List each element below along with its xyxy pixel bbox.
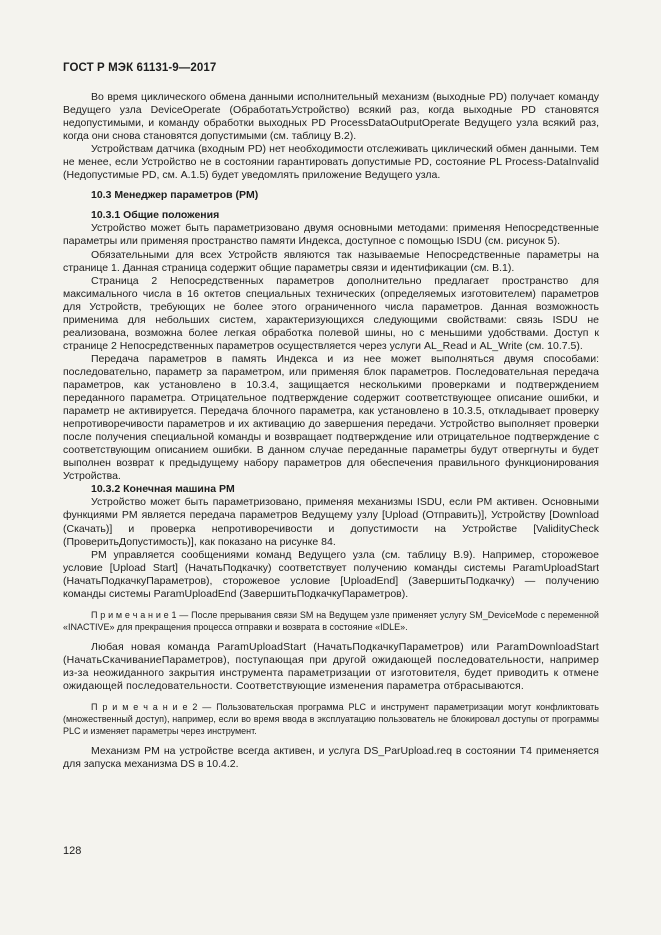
paragraph: Устройство может быть параметризовано двумя основными методами: применяя Непосредственные параметры или применяя пространство памяти Индекса, доступное с помощью ISDU (см. рисунок 5). — [63, 222, 599, 248]
note-label: П р и м е ч а н и е — [91, 701, 188, 712]
paragraph: Передача параметров в память Индекса и из нее может выполняться двумя способами: последовательно, параметр за параметром, или применяя блок параметров. Последовательная передача параметров, как установлено в 10.3.4, защищается несколькими проверками и подтверждением переданного параметра. Отрицательное подтверждение содержит соответствующее описание ошибки, и параметр не активируется. Передача блочного параметра, как установлено в 10.3.5, откладывает проверку непротиворечивости параметров и их активацию до завершения передачи. Устройство выполняет проверки после получения специальной команды и возвращает подтверждение или отрицательное подтверждение с соответствующим описанием ошибки. В данном случае переданные параметры будут отвергнуты и будет выполнен возврат к предыдущему набору параметров для обеспечения правильного функционирования Устройства. — [63, 352, 599, 483]
section-heading: 10.3 Менеджер параметров (PM) — [91, 189, 259, 202]
note-text: 2 — Пользовательская программа PLC и инструмент параметризации могут конфликтовать (множественный доступ), например, если во время ввода в эксплуатацию пользователь не блокировал доступы от программы PLC и изменяет параметры через инструмент. — [63, 701, 599, 736]
paragraph: Страница 2 Непосредственных параметров дополнительно предлагает пространство для максимального числа в 16 октетов специальных технических (определяемых изготовителем) параметров для Устройств, требующих не более этого ограниченного числа параметров. Данная возможность применима для небольших систем, характеризующихся следующими свойствами: связь ISDU не реализована, возможна более легкая обработка полевой шины, но с меньшими удобствами. Доступ к странице 2 Непосредственных параметров осуществляется через услуги AL_Read и AL_Write (см. 10.7.5). — [63, 274, 599, 352]
subsection-heading: 10.3.1 Общие положения — [91, 209, 220, 222]
note-2 — [63, 701, 599, 737]
paragraph: Во время циклического обмена данными исполнительный механизм (выходные PD) получает команду Ведущего узла DeviceOperate (ОбработатьУстройство) всякий раз, когда выходные PD становятся недопустимыми, и команду обработки выходных PD ProcessDataOutputOperate Ведущего узла всякий раз, когда они снова становятся допустимыми (см. таблицу В.2). — [63, 91, 599, 143]
paragraph: PM управляется сообщениями команд Ведущего узла (см. таблицу В.9). Например, сторожевое условие [Upload Start] (НачатьПодкачку) соответствует получению команды системы ParamUploadStart (НачатьПодкачкуПараметров), сторожевое условие [UploadEnd] (ЗавершитьПодкачку) — получению команды системы ParamUploadEnd (ЗавершитьПодкачкуПараметров). — [63, 548, 599, 600]
page-number: 128 — [63, 845, 82, 857]
paragraph: Устройствам датчика (входным PD) нет необходимости отслеживать циклический обмен данными. Тем не менее, если Устройство не в состоянии гарантировать допустимые PD, состояние PL Process-DataInvalid (Недопустимые PD, см. А.1.5) будет уведомлять приложение Ведущего узла. — [63, 143, 599, 182]
paragraph: Обязательными для всех Устройств являются так называемые Непосредственные параметры на странице 1. Данная страница содержит общие параметры связи и идентификации (см. В.1). — [63, 248, 599, 274]
paragraph: Устройство может быть параметризовано, применяя механизмы ISDU, если PM активен. Основными функциями PM является передача параметров Ведущему узлу [Upload (Отправить)], Устройству [Download (Скачать)] и проверка непротиворечивости и допустимости на Устройстве [ValidityCheck (ПроверитьДопустимость)], как показано на рисунке 84. — [63, 496, 599, 548]
paragraph: Любая новая команда ParamUploadStart (НачатьПодкачкуПараметров) или ParamDownloadStart (НачатьСкачиваниеПараметров), поступающая при другой ожидающей последовательности, например из-за неожиданного закрытия инструмента параметризации от изготовителя, будет приводить к отмене ожидающей последовательности. Соответствующие изменения параметра отбрасываются. — [63, 640, 599, 692]
paragraph: Механизм PM на устройстве всегда активен, и услуга DS_ParUpload.req в состоянии T4 применяется для запуска механизма DS в 10.4.2. — [63, 744, 599, 771]
note-label: П р и м е ч а н и е — [91, 609, 169, 620]
page-header: ГОСТ Р МЭК 61131-9—2017 — [63, 62, 217, 74]
page-content — [63, 91, 599, 771]
subsection-heading: 10.3.2 Конечная машина PM — [91, 483, 235, 496]
note-1 — [63, 609, 599, 633]
note-text: 1 — После прерывания связи SM на Ведущем узле применяет услугу SM_DeviceMode с переменной «INACTIVE» для прекращения процесса отправки и возврата в состояние «IDLE». — [63, 609, 599, 632]
